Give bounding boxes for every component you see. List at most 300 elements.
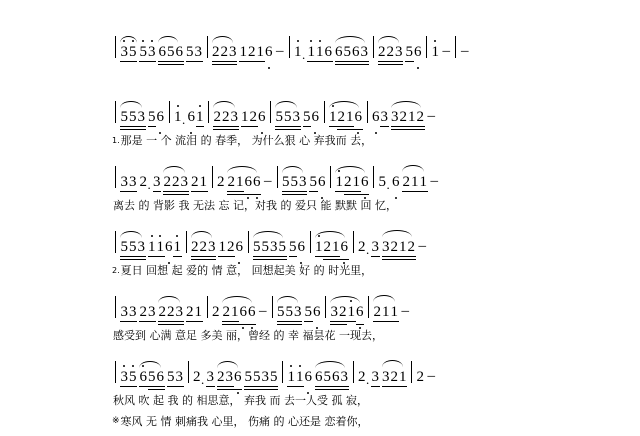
note: 6	[335, 44, 343, 60]
note: 2	[212, 44, 220, 60]
note: 5	[278, 239, 286, 255]
barline	[325, 296, 326, 318]
note: 6	[156, 369, 164, 385]
notation-line-2	[112, 95, 532, 125]
note: 1	[174, 109, 182, 125]
note-group	[217, 369, 243, 385]
note: 5	[167, 44, 175, 60]
slur-mark	[282, 166, 304, 173]
note-group	[315, 239, 349, 255]
duration-dash: –	[427, 108, 435, 124]
note: 1	[419, 174, 427, 190]
slur-mark	[212, 36, 234, 43]
music-system-6	[112, 355, 532, 433]
note-group	[120, 369, 137, 385]
note: 5	[186, 44, 194, 60]
note: 5	[129, 109, 137, 125]
note: 6	[356, 304, 364, 320]
lyric-text: 夏日 回想 起 爱的 情 意， 回想起美 好 的 时光里，	[120, 264, 373, 277]
note-group	[378, 174, 390, 190]
slur-mark	[222, 296, 252, 303]
note: 3	[299, 174, 307, 190]
note: 1	[431, 44, 439, 60]
note: 1	[199, 174, 207, 190]
note: 6	[304, 369, 312, 385]
note: 2	[249, 109, 257, 125]
note-group	[148, 109, 165, 125]
note-group	[307, 44, 333, 60]
note: 2	[139, 304, 147, 320]
note: 6	[354, 109, 362, 125]
barline	[353, 361, 354, 383]
note: 1	[329, 109, 337, 125]
slur-mark	[217, 361, 239, 368]
lyric-text: 离去 的 背影 我 无法 忘 记，对我 的 爱只 能 默默 回 忆，	[113, 199, 397, 212]
note-group	[382, 239, 416, 255]
note: 5	[303, 109, 311, 125]
note-group	[120, 304, 137, 320]
note: 2	[386, 44, 394, 60]
note: 6	[258, 109, 266, 125]
barline	[115, 231, 116, 253]
duration-dot: .	[366, 242, 370, 257]
music-system-5	[112, 290, 532, 352]
note: 1	[411, 174, 419, 190]
note-group	[287, 369, 313, 385]
note: 3	[225, 369, 233, 385]
note: 6	[392, 174, 400, 190]
slur-mark	[330, 296, 360, 303]
note-group	[315, 369, 349, 385]
note: 1	[156, 239, 164, 255]
note: 2	[186, 304, 194, 320]
note: 3	[194, 44, 202, 60]
lyric-line-6	[112, 411, 532, 431]
note-group	[358, 369, 370, 385]
note: 1	[390, 304, 398, 320]
note: 5	[253, 239, 261, 255]
note: 2	[416, 369, 424, 385]
note: 1	[316, 44, 324, 60]
note: 5	[282, 174, 290, 190]
note-group	[174, 109, 186, 125]
note: 2	[139, 174, 147, 190]
note: 1	[315, 239, 323, 255]
note: 3	[395, 44, 403, 60]
note: 2	[358, 239, 366, 255]
duration-dot: .	[366, 372, 370, 387]
note: 3	[175, 304, 183, 320]
slur-mark	[275, 101, 297, 108]
note: 5	[261, 239, 269, 255]
note: 6	[158, 44, 166, 60]
note: 5	[343, 44, 351, 60]
note-group	[120, 239, 146, 255]
note: 3	[371, 369, 379, 385]
note-group	[191, 239, 217, 255]
note: 2	[399, 109, 407, 125]
note: 5	[129, 239, 137, 255]
slur-mark	[191, 231, 213, 238]
note: 6	[165, 239, 173, 255]
note-group	[330, 304, 364, 320]
slur-mark	[382, 360, 404, 367]
note: 1	[194, 304, 202, 320]
music-system-4	[112, 225, 532, 287]
slur-mark	[227, 166, 257, 173]
note-group	[402, 174, 428, 190]
note-group	[158, 304, 184, 320]
note: 6	[139, 369, 147, 385]
note: 2	[373, 304, 381, 320]
duration-dash: –	[276, 43, 284, 59]
note: 3	[129, 174, 137, 190]
note: 3	[382, 239, 390, 255]
note: 6	[313, 304, 321, 320]
duration-dash: –	[264, 173, 272, 189]
note: 5	[244, 369, 252, 385]
note: 3	[137, 239, 145, 255]
note: 1	[307, 44, 315, 60]
duration-dot: .	[201, 372, 205, 387]
note-group	[139, 369, 165, 385]
note: 2	[213, 109, 221, 125]
note: 2	[323, 239, 331, 255]
note: 5	[277, 304, 285, 320]
barline	[115, 101, 116, 123]
slur-mark	[382, 230, 412, 237]
note-group	[191, 174, 208, 190]
note: 3	[120, 304, 128, 320]
note: 1	[347, 304, 355, 320]
note: 3	[229, 44, 237, 60]
note-group	[405, 44, 422, 60]
note: 6	[265, 44, 273, 60]
note: 2	[220, 44, 228, 60]
note: 5	[290, 174, 298, 190]
barline	[212, 166, 213, 188]
note-group	[241, 109, 267, 125]
barline	[207, 36, 208, 58]
slur-mark	[120, 231, 142, 238]
note-group	[227, 174, 261, 190]
note: 5	[253, 369, 261, 385]
barline	[115, 36, 116, 58]
note: 2	[191, 239, 199, 255]
note: 2	[212, 304, 220, 320]
lyric-line-3	[112, 260, 532, 280]
note: 3	[120, 44, 128, 60]
slur-mark	[253, 231, 283, 238]
note: 5	[148, 109, 156, 125]
note: 6	[361, 174, 369, 190]
note: 6	[253, 174, 261, 190]
note: 2	[390, 369, 398, 385]
slur-mark	[163, 166, 185, 173]
barline	[310, 231, 311, 253]
note-group	[371, 239, 380, 255]
slur-mark	[335, 36, 365, 43]
duration-dash: –	[259, 303, 267, 319]
note-group	[213, 109, 239, 125]
barline	[248, 231, 249, 253]
duration-dot: .	[386, 177, 390, 192]
barline	[186, 231, 187, 253]
note-group	[358, 239, 370, 255]
duration-dash: –	[418, 238, 426, 254]
note: 1	[296, 369, 304, 385]
note: 2	[222, 109, 230, 125]
note: 2	[222, 304, 230, 320]
barline	[115, 166, 116, 188]
note: 6	[414, 44, 422, 60]
note-group	[382, 369, 408, 385]
note: 6	[340, 239, 348, 255]
note: 1	[287, 369, 295, 385]
note: 3	[148, 44, 156, 60]
note: 5	[289, 239, 297, 255]
note-group	[148, 239, 182, 255]
note: 2	[344, 174, 352, 190]
note: 6	[244, 174, 252, 190]
note: 2	[248, 44, 256, 60]
verse-number: 1.	[112, 135, 120, 145]
note-group	[153, 174, 162, 190]
note-group	[186, 304, 203, 320]
barline	[324, 101, 325, 123]
note: 5	[284, 109, 292, 125]
note-group	[222, 304, 256, 320]
note: 3	[230, 109, 238, 125]
note-group	[391, 109, 425, 125]
barline	[115, 361, 116, 383]
note-group	[335, 174, 369, 190]
barline	[426, 36, 427, 58]
note: 3	[120, 174, 128, 190]
note: 6	[187, 109, 195, 125]
note-group	[304, 304, 321, 320]
note: 5	[405, 44, 413, 60]
note: 2	[390, 239, 398, 255]
note-group	[139, 44, 156, 60]
duration-dash: –	[430, 173, 438, 189]
note: 6	[175, 44, 183, 60]
note: 1	[148, 239, 156, 255]
note: 3	[292, 109, 300, 125]
barline	[115, 296, 116, 318]
note: 5	[323, 369, 331, 385]
note: 2	[217, 174, 225, 190]
lyric-text: 寒风 无 情 刺痛我 心里， 伤痛 的 心还是 恋着你，	[120, 415, 369, 428]
note: 1	[346, 109, 354, 125]
note: 3	[371, 239, 379, 255]
note-group	[217, 174, 226, 190]
note: 3	[137, 109, 145, 125]
barline	[373, 166, 374, 188]
barline	[411, 361, 412, 383]
note: 1	[218, 239, 226, 255]
note-group	[303, 109, 320, 125]
notation-line-4	[112, 225, 532, 255]
note: 5	[120, 239, 128, 255]
note: 3	[294, 304, 302, 320]
music-system-3	[112, 160, 532, 222]
note: 3	[382, 369, 390, 385]
note: 5	[139, 44, 147, 60]
note-group	[120, 44, 137, 60]
note-group	[218, 239, 244, 255]
note-group	[212, 44, 238, 60]
note-group	[239, 44, 273, 60]
barline	[353, 231, 354, 253]
note: 6	[248, 304, 256, 320]
note: 2	[339, 304, 347, 320]
note: 2	[217, 369, 225, 385]
note: 5	[309, 174, 317, 190]
note-group	[294, 44, 306, 60]
note: 1	[236, 174, 244, 190]
repeat-sign: ※	[112, 416, 120, 426]
note-group	[253, 239, 287, 255]
note: 2	[163, 174, 171, 190]
note-group	[187, 109, 204, 125]
duration-dot: .	[147, 177, 151, 192]
note: 6	[234, 369, 242, 385]
note-group	[139, 174, 151, 190]
note: 5	[167, 369, 175, 385]
barline	[207, 296, 208, 318]
note-group	[371, 369, 380, 385]
barline	[272, 296, 273, 318]
barline	[208, 101, 209, 123]
slur-mark	[402, 165, 424, 172]
note: 6	[332, 369, 340, 385]
barline	[368, 296, 369, 318]
note: 3	[153, 174, 161, 190]
note: 6	[297, 239, 305, 255]
barline	[270, 101, 271, 123]
duration-dash: –	[461, 43, 469, 59]
note: 3	[208, 239, 216, 255]
slur-mark	[373, 295, 395, 302]
note: 5	[129, 44, 137, 60]
lyric-text: 感受到 心满 意足 多美 丽，曾经 的 幸 福昙花 一现去，	[113, 329, 383, 342]
note: 2	[191, 174, 199, 190]
note-group	[167, 369, 184, 385]
note: 3	[180, 174, 188, 190]
note: 2	[227, 174, 235, 190]
note-group	[139, 304, 156, 320]
note: 3	[175, 369, 183, 385]
note: 5	[378, 174, 386, 190]
note: 3	[120, 369, 128, 385]
note: 5	[120, 109, 128, 125]
duration-dash: –	[401, 303, 409, 319]
note: 2	[199, 239, 207, 255]
note: 1	[294, 44, 302, 60]
note-group	[392, 174, 401, 190]
duration-dot: .	[302, 47, 306, 62]
notation-line-3	[112, 160, 532, 190]
slur-mark	[378, 36, 400, 43]
note-group	[163, 174, 189, 190]
slur-mark	[391, 101, 421, 108]
note: 1	[408, 109, 416, 125]
note: 2	[167, 304, 175, 320]
note: 2	[337, 109, 345, 125]
lyric-line-1	[112, 130, 532, 150]
note: 3	[340, 369, 348, 385]
note: 6	[352, 44, 360, 60]
note: 2	[358, 369, 366, 385]
note: 1	[332, 239, 340, 255]
note: 1	[382, 304, 390, 320]
note-group	[120, 109, 146, 125]
note-group	[309, 174, 326, 190]
note-group	[120, 174, 137, 190]
note: 1	[399, 239, 407, 255]
note: 3	[270, 239, 278, 255]
slur-mark	[213, 101, 235, 108]
notation-line-5	[112, 290, 532, 320]
note-group	[212, 304, 221, 320]
note: 2	[378, 44, 386, 60]
barline	[169, 101, 170, 123]
note-group	[206, 369, 215, 385]
note: 3	[129, 304, 137, 320]
lyric-line-5	[112, 390, 532, 410]
note-group	[158, 44, 184, 60]
note: 2	[407, 239, 415, 255]
duration-dash: –	[427, 368, 435, 384]
note: 3	[148, 304, 156, 320]
note: 2	[172, 174, 180, 190]
note: 5	[129, 369, 137, 385]
note: 6	[315, 369, 323, 385]
note: 1	[399, 369, 407, 385]
note-group	[416, 369, 425, 385]
note-group	[431, 44, 440, 60]
note: 6	[156, 109, 164, 125]
music-system-1	[112, 30, 532, 92]
note: 6	[318, 174, 326, 190]
notation-line-1	[112, 30, 532, 60]
note-group	[329, 109, 363, 125]
slur-mark	[120, 101, 142, 108]
note-group	[372, 109, 389, 125]
barline	[455, 36, 456, 58]
note: 6	[324, 44, 332, 60]
slur-mark	[158, 36, 178, 43]
music-system-2	[112, 95, 532, 157]
note: 1	[241, 109, 249, 125]
note-group	[335, 44, 369, 60]
note: 6	[372, 109, 380, 125]
note: 1	[173, 239, 181, 255]
note: 6	[239, 304, 247, 320]
note-group	[378, 44, 404, 60]
note-group	[373, 304, 399, 320]
note: 3	[206, 369, 214, 385]
note-group	[186, 44, 203, 60]
note-group	[289, 239, 306, 255]
barline	[330, 166, 331, 188]
slur-mark	[277, 296, 299, 303]
duration-dash: –	[442, 43, 450, 59]
barline	[282, 361, 283, 383]
note: 5	[270, 369, 278, 385]
slur-mark	[158, 296, 180, 303]
